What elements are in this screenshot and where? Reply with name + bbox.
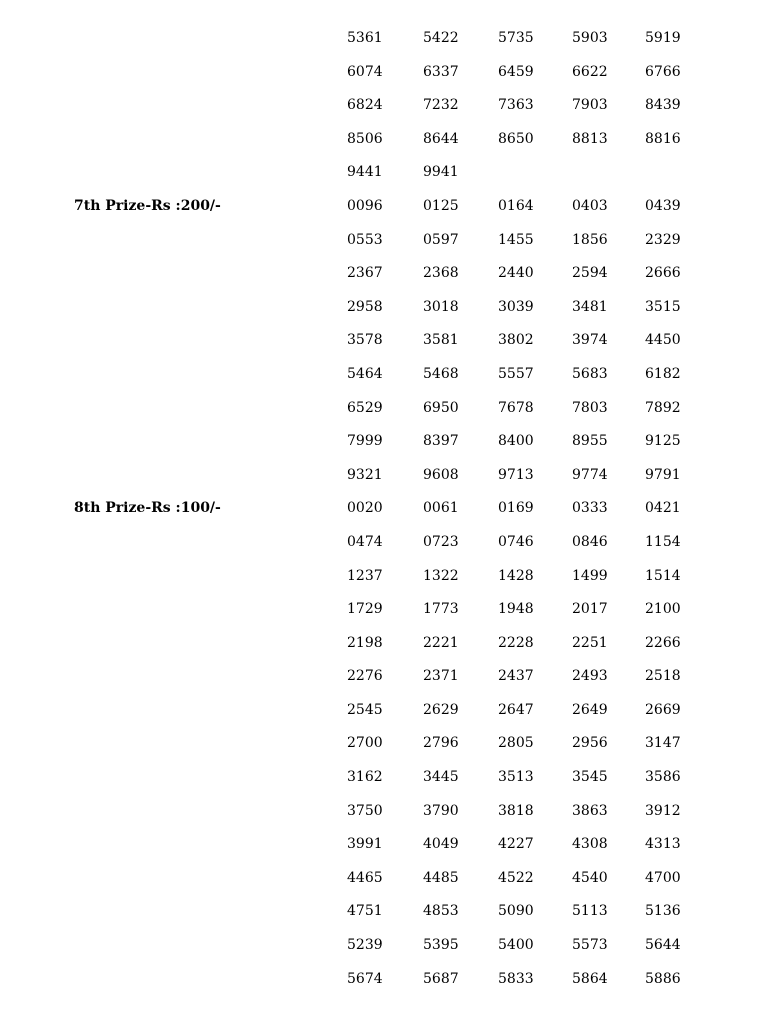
winning-number: 5919 bbox=[645, 30, 681, 46]
winning-number: 2805 bbox=[498, 735, 534, 752]
number-row bbox=[0, 862, 759, 896]
winning-number: 4227 bbox=[498, 836, 534, 853]
winning-number: 7803 bbox=[572, 399, 608, 416]
winning-number: 9713 bbox=[498, 466, 534, 483]
winning-number: 8400 bbox=[498, 433, 534, 450]
number-row bbox=[0, 224, 759, 258]
winning-number: 7363 bbox=[498, 97, 534, 114]
winning-number: 5903 bbox=[572, 30, 608, 46]
winning-number: 1499 bbox=[572, 567, 608, 584]
winning-number: 0746 bbox=[498, 533, 534, 550]
winning-number: 5464 bbox=[347, 365, 383, 382]
winning-number: 3147 bbox=[645, 735, 681, 752]
winning-number: 6182 bbox=[645, 365, 681, 382]
winning-number: 3586 bbox=[645, 769, 681, 786]
winning-number: 3039 bbox=[498, 298, 534, 315]
winning-number: 1455 bbox=[498, 231, 534, 248]
winning-number: 2266 bbox=[645, 634, 681, 651]
number-row bbox=[0, 660, 759, 694]
number-row bbox=[0, 358, 759, 392]
winning-number: 2440 bbox=[498, 265, 534, 282]
winning-number: 2796 bbox=[423, 735, 459, 752]
winning-number: 1948 bbox=[498, 601, 534, 618]
winning-number: 6622 bbox=[572, 63, 608, 80]
winning-number: 3912 bbox=[645, 802, 681, 819]
number-row bbox=[0, 324, 759, 358]
winning-number: 5136 bbox=[645, 903, 681, 920]
winning-number: 2367 bbox=[347, 265, 383, 282]
winning-number: 5833 bbox=[498, 970, 534, 987]
number-row bbox=[0, 828, 759, 862]
number-row bbox=[0, 22, 759, 56]
winning-number: 2251 bbox=[572, 634, 608, 651]
number-row bbox=[0, 89, 759, 123]
number-row bbox=[0, 156, 759, 190]
winning-number: 5361 bbox=[347, 30, 383, 46]
winning-number: 7999 bbox=[347, 433, 383, 450]
winning-number: 9941 bbox=[423, 164, 459, 181]
winning-number: 7678 bbox=[498, 399, 534, 416]
winning-number: 0096 bbox=[347, 197, 383, 214]
winning-number: 4540 bbox=[572, 869, 608, 886]
winning-number: 2666 bbox=[645, 265, 681, 282]
number-row bbox=[0, 526, 759, 560]
number-row bbox=[0, 593, 759, 627]
winning-number: 6074 bbox=[347, 63, 383, 80]
winning-number: 1154 bbox=[645, 533, 681, 550]
winning-number: 5886 bbox=[645, 970, 681, 987]
number-row bbox=[0, 291, 759, 325]
number-row bbox=[0, 929, 759, 963]
winning-number: 4313 bbox=[645, 836, 681, 853]
winning-number: 2594 bbox=[572, 265, 608, 282]
winning-number: 1729 bbox=[347, 601, 383, 618]
winning-number: 8955 bbox=[572, 433, 608, 450]
winning-number: 3790 bbox=[423, 802, 459, 819]
winning-number: 3578 bbox=[347, 332, 383, 349]
winning-number: 3018 bbox=[423, 298, 459, 315]
winning-number: 2100 bbox=[645, 601, 681, 618]
winning-number: 0125 bbox=[423, 197, 459, 214]
prize-section bbox=[0, 22, 759, 190]
winning-number: 4049 bbox=[423, 836, 459, 853]
winning-number: 1514 bbox=[645, 567, 681, 584]
winning-number: 0846 bbox=[572, 533, 608, 550]
winning-number: 2545 bbox=[347, 701, 383, 718]
winning-number: 3802 bbox=[498, 332, 534, 349]
winning-number: 5683 bbox=[572, 365, 608, 382]
winning-number: 3750 bbox=[347, 802, 383, 819]
winning-number: 5090 bbox=[498, 903, 534, 920]
number-row bbox=[0, 123, 759, 157]
winning-number: 7892 bbox=[645, 399, 681, 416]
winning-number: 5674 bbox=[347, 970, 383, 987]
winning-number: 0403 bbox=[572, 197, 608, 214]
winning-number: 5735 bbox=[498, 30, 534, 46]
winning-number: 3863 bbox=[572, 802, 608, 819]
number-row bbox=[0, 459, 759, 493]
winning-number: 9321 bbox=[347, 466, 383, 483]
winning-number: 8813 bbox=[572, 130, 608, 147]
number-row bbox=[0, 727, 759, 761]
winning-number: 9441 bbox=[347, 164, 383, 181]
winning-number: 6950 bbox=[423, 399, 459, 416]
winning-number: 5239 bbox=[347, 937, 383, 954]
winning-number: 1773 bbox=[423, 601, 459, 618]
winning-number: 0553 bbox=[347, 231, 383, 248]
number-row bbox=[0, 492, 759, 526]
number-row bbox=[0, 392, 759, 426]
winning-number: 0333 bbox=[572, 500, 608, 517]
winning-number: 7232 bbox=[423, 97, 459, 114]
winning-number: 2518 bbox=[645, 668, 681, 685]
winning-number: 2368 bbox=[423, 265, 459, 282]
winning-number: 3445 bbox=[423, 769, 459, 786]
winning-number: 6337 bbox=[423, 63, 459, 80]
prize-section bbox=[0, 492, 759, 996]
winning-number: 2276 bbox=[347, 668, 383, 685]
winning-number: 3581 bbox=[423, 332, 459, 349]
winning-number: 5687 bbox=[423, 970, 459, 987]
winning-number: 8397 bbox=[423, 433, 459, 450]
winning-number: 5557 bbox=[498, 365, 534, 382]
winning-number: 1237 bbox=[347, 567, 383, 584]
winning-number: 5573 bbox=[572, 937, 608, 954]
winning-number: 4450 bbox=[645, 332, 681, 349]
winning-number: 2493 bbox=[572, 668, 608, 685]
winning-number: 2629 bbox=[423, 701, 459, 718]
winning-number: 0169 bbox=[498, 500, 534, 517]
number-row bbox=[0, 795, 759, 829]
prize-heading: 8th Prize-Rs :100/- bbox=[74, 500, 221, 517]
winning-number: 8650 bbox=[498, 130, 534, 147]
winning-number: 4308 bbox=[572, 836, 608, 853]
winning-number: 0474 bbox=[347, 533, 383, 550]
winning-number: 5395 bbox=[423, 937, 459, 954]
winning-number: 1322 bbox=[423, 567, 459, 584]
number-row bbox=[0, 761, 759, 795]
winning-number: 3818 bbox=[498, 802, 534, 819]
winning-number: 3991 bbox=[347, 836, 383, 853]
winning-number: 2700 bbox=[347, 735, 383, 752]
winning-number: 4465 bbox=[347, 869, 383, 886]
winning-number: 6824 bbox=[347, 97, 383, 114]
winning-number: 7903 bbox=[572, 97, 608, 114]
winning-number: 8816 bbox=[645, 130, 681, 147]
winning-number: 9608 bbox=[423, 466, 459, 483]
winning-number: 0421 bbox=[645, 500, 681, 517]
winning-number: 3545 bbox=[572, 769, 608, 786]
winning-number: 2329 bbox=[645, 231, 681, 248]
winning-number: 4485 bbox=[423, 869, 459, 886]
winning-number: 8644 bbox=[423, 130, 459, 147]
winning-number: 8506 bbox=[347, 130, 383, 147]
lottery-results-document bbox=[0, 22, 759, 996]
winning-number: 2669 bbox=[645, 701, 681, 718]
winning-number: 4853 bbox=[423, 903, 459, 920]
winning-number: 2221 bbox=[423, 634, 459, 651]
winning-number: 2371 bbox=[423, 668, 459, 685]
winning-number: 2228 bbox=[498, 634, 534, 651]
prize-section bbox=[0, 190, 759, 492]
number-row bbox=[0, 963, 759, 997]
number-row bbox=[0, 425, 759, 459]
winning-number: 3513 bbox=[498, 769, 534, 786]
prize-heading: 7th Prize-Rs :200/- bbox=[74, 197, 221, 214]
winning-number: 4522 bbox=[498, 869, 534, 886]
winning-number: 1856 bbox=[572, 231, 608, 248]
winning-number: 0061 bbox=[423, 500, 459, 517]
winning-number: 9774 bbox=[572, 466, 608, 483]
winning-number: 2647 bbox=[498, 701, 534, 718]
winning-number: 2017 bbox=[572, 601, 608, 618]
winning-number: 5864 bbox=[572, 970, 608, 987]
winning-number: 2437 bbox=[498, 668, 534, 685]
winning-number: 5400 bbox=[498, 937, 534, 954]
winning-number: 2956 bbox=[572, 735, 608, 752]
winning-number: 4751 bbox=[347, 903, 383, 920]
winning-number: 2958 bbox=[347, 298, 383, 315]
winning-number: 3481 bbox=[572, 298, 608, 315]
winning-number: 5468 bbox=[423, 365, 459, 382]
winning-number: 5422 bbox=[423, 30, 459, 46]
winning-number: 3974 bbox=[572, 332, 608, 349]
winning-number: 0597 bbox=[423, 231, 459, 248]
winning-number: 6529 bbox=[347, 399, 383, 416]
winning-number: 2198 bbox=[347, 634, 383, 651]
winning-number: 0723 bbox=[423, 533, 459, 550]
number-row bbox=[0, 257, 759, 291]
winning-number: 2649 bbox=[572, 701, 608, 718]
number-row bbox=[0, 627, 759, 661]
number-row bbox=[0, 56, 759, 90]
winning-number: 0164 bbox=[498, 197, 534, 214]
winning-number: 1428 bbox=[498, 567, 534, 584]
winning-number: 9125 bbox=[645, 433, 681, 450]
winning-number: 8439 bbox=[645, 97, 681, 114]
winning-number: 5113 bbox=[572, 903, 608, 920]
winning-number: 0439 bbox=[645, 197, 681, 214]
winning-number: 5644 bbox=[645, 937, 681, 954]
winning-number: 6766 bbox=[645, 63, 681, 80]
winning-number: 6459 bbox=[498, 63, 534, 80]
winning-number: 4700 bbox=[645, 869, 681, 886]
winning-number: 3515 bbox=[645, 298, 681, 315]
number-row bbox=[0, 895, 759, 929]
winning-number: 9791 bbox=[645, 466, 681, 483]
number-row bbox=[0, 190, 759, 224]
winning-number: 0020 bbox=[347, 500, 383, 517]
number-row bbox=[0, 694, 759, 728]
number-row bbox=[0, 560, 759, 594]
winning-number: 3162 bbox=[347, 769, 383, 786]
